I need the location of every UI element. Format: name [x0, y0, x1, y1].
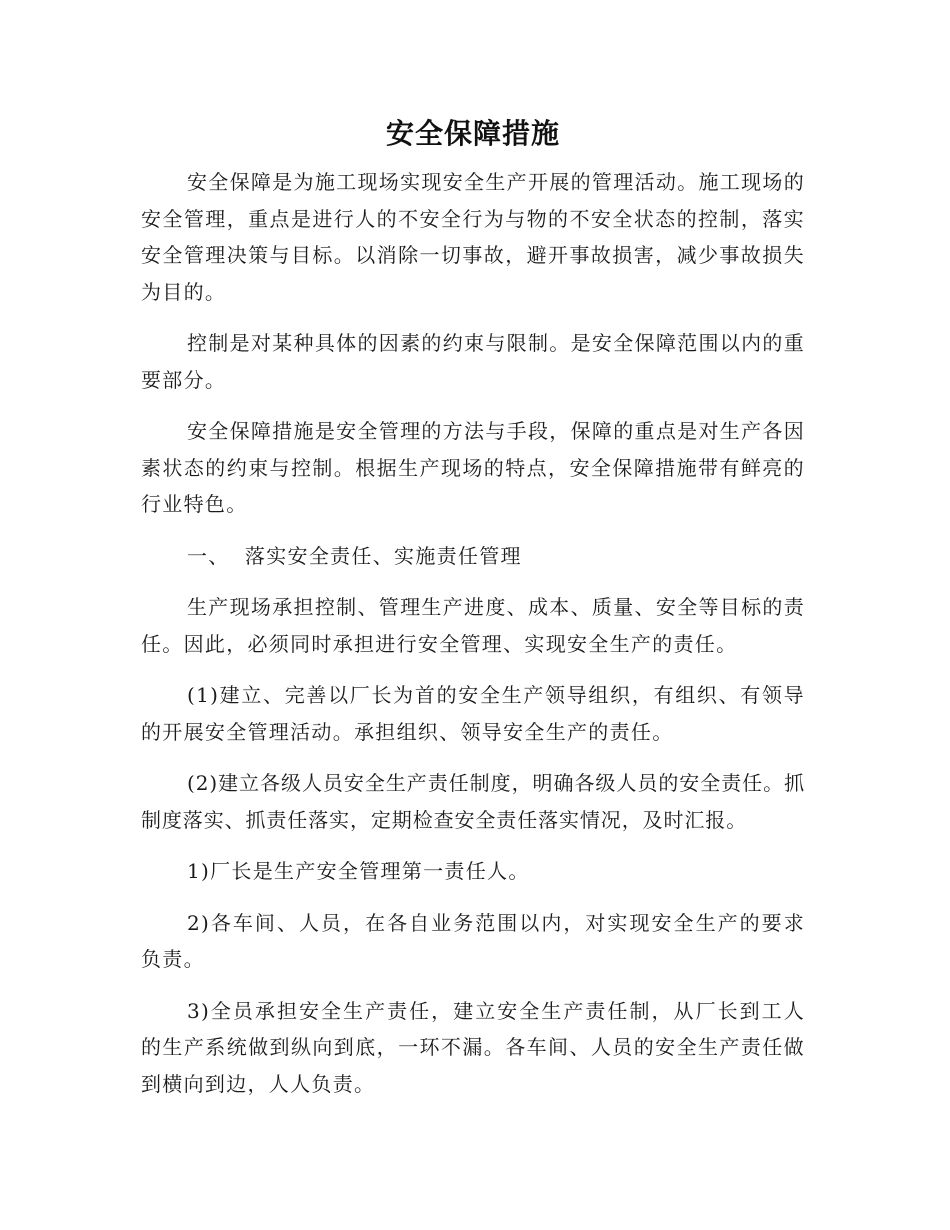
document-title: 安全保障措施 [385, 117, 560, 150]
section-heading-1: 一、 落实安全责任、实施责任管理 [187, 543, 522, 568]
paragraph-intro: 安全保障是为施工现场实现安全生产开展的管理活动。施工现场的安全管理，重点是进行人的不安全行为与物的不安全状态的控制，落实安全管理决策与目标。以消除一切事故，避开事故损害，减少事故损失为目的。 [141, 170, 805, 304]
paragraph-control-definition: 控制是对某种具体的因素的约束与限制。是安全保障范围以内的重要部分。 [141, 331, 805, 392]
paragraph-item-2: (2)建立各级人员安全生产责任制度，明确各级人员的安全责任。抓制度落实、抓责任落实，定期检查安全责任落实情况，及时汇报。 [141, 771, 805, 832]
paragraph-responsibility: 生产现场承担控制、管理生产进度、成本、质量、安全等目标的责任。因此，必须同时承担进行安全管理、实现安全生产的责任。 [141, 595, 805, 656]
document-page [141, 0, 805, 1102]
paragraph-subitem-3: 3)全员承担安全生产责任，建立安全生产责任制，从厂长到工人的生产系统做到纵向到底，一环不漏。各车间、人员的安全生产责任做到横向到边，人人负责。 [141, 998, 805, 1096]
paragraph-measures-definition: 安全保障措施是安全管理的方法与手段，保障的重点是对生产各因素状态的约束与控制。根据生产现场的特点，安全保障措施带有鲜亮的行业特色。 [141, 419, 805, 516]
paragraph-subitem-2: 2)各车间、人员，在各自业务范围以内，对实现安全生产的要求负责。 [141, 910, 805, 971]
paragraph-item-1: (1)建立、完善以厂长为首的安全生产领导组织，有组织、有领导的开展安全管理活动。承担组织、领导安全生产的责任。 [141, 683, 805, 744]
paragraph-subitem-1: 1)厂长是生产安全管理第一责任人。 [187, 859, 530, 883]
